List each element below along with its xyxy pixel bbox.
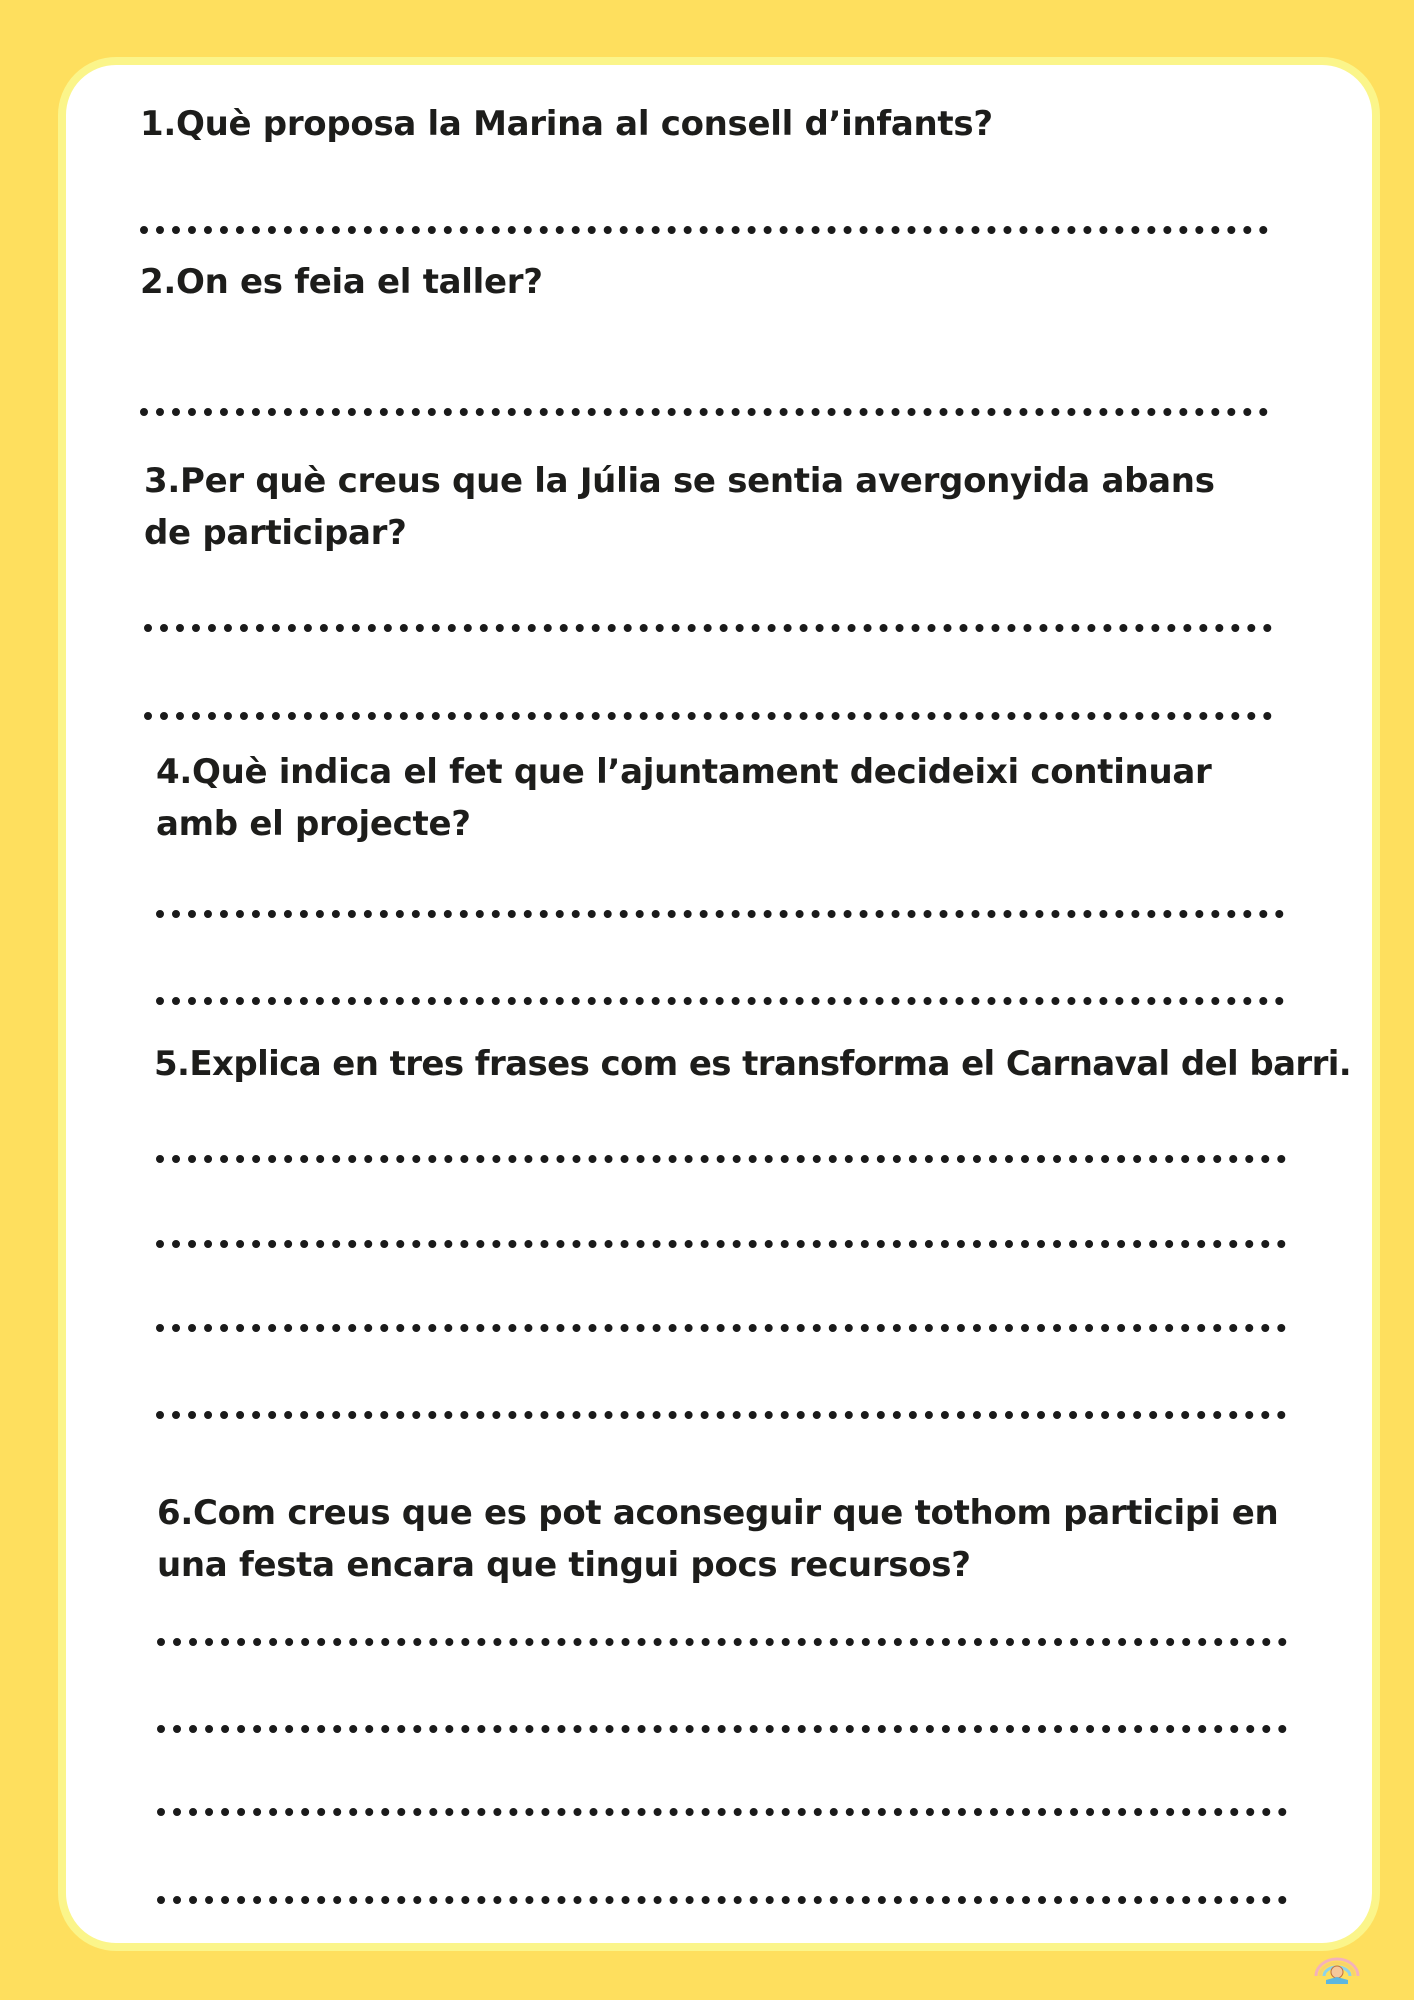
answer-line[interactable] — [156, 1411, 1286, 1419]
question-4: 4.Què indica el fet que l’ajuntament decideixi continuar amb el projecte? — [156, 752, 1212, 844]
brand-logo — [1306, 1956, 1368, 2000]
answer-line[interactable] — [157, 1896, 1287, 1904]
question-3: 3.Per què creus que la Júlia se sentia avergonyida abans de participar? — [144, 461, 1215, 553]
answer-line[interactable] — [140, 408, 1268, 416]
answer-line[interactable] — [156, 1240, 1286, 1248]
answer-line[interactable] — [156, 910, 1284, 918]
question-6: 6.Com creus que es pot aconseguir que tothom participi en una festa encara que tingui pocs recursos? — [157, 1493, 1279, 1585]
answer-line[interactable] — [144, 712, 1272, 720]
answer-line[interactable] — [140, 226, 1268, 234]
question-5: 5.Explica en tres frases com es transforma el Carnaval del barri. — [154, 1044, 1352, 1084]
answer-line[interactable] — [156, 997, 1284, 1005]
answer-line[interactable] — [157, 1725, 1287, 1733]
answer-line[interactable] — [157, 1808, 1287, 1816]
question-1: 1.Què proposa la Marina al consell d’infants? — [140, 104, 993, 144]
question-2: 2.On es feia el taller? — [140, 262, 543, 302]
answer-line[interactable] — [144, 624, 1272, 632]
answer-line[interactable] — [157, 1638, 1287, 1646]
answer-line[interactable] — [156, 1324, 1286, 1332]
answer-line[interactable] — [156, 1155, 1286, 1163]
